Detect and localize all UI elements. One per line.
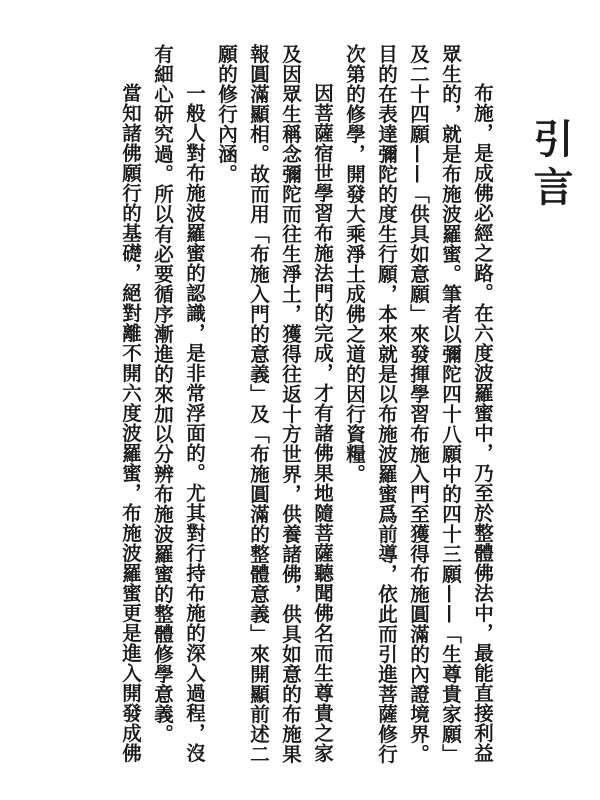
- page-title: 引言: [527, 118, 574, 214]
- body-text: [114, 44, 498, 764]
- paragraph-2: 因菩薩宿世學習布施法門的完成，才有諸佛果地隨菩薩聽聞佛名而生尊貴之家及因眾生稱念彌陀而往生淨土，獲得往返十方世界，供養諸佛，供具如意的布施果報圓滿顯相。故而用「布施入門的意義」及「布施圓滿的整體意義」來開顯前述二願的修行內涵。: [215, 44, 334, 764]
- paragraph-3: 一般人對布施波羅蜜的認識，是非常浮面的。尤其對行持布施的深入過程，沒有細心研究過。所以有必要循序漸進的來加以分辨布施波羅蜜的整體修學意義。: [151, 44, 206, 763]
- paragraph-1: 布施，是成佛必經之路。在六度波羅蜜中，乃至於整體佛法中，最能直接利益眾生的，就是布施波羅蜜。筆者以彌陀四十八願中的四十三願——「生尊貴家願」及二十四願——「供具如意願」來發揮學習布施入門至獲得布施圓滿的內證境界。目的在表達彌陀的度生行願，本來就是以布施波羅蜜爲前導，依此而引進菩薩修行次第的修學，開發大乘淨土成佛之道的因行資糧。: [343, 44, 494, 764]
- paragraph-4: 當知諸佛願行的基礎，絕對離不開六度波羅蜜，布施波羅蜜更是進入開發成佛: [119, 83, 142, 763]
